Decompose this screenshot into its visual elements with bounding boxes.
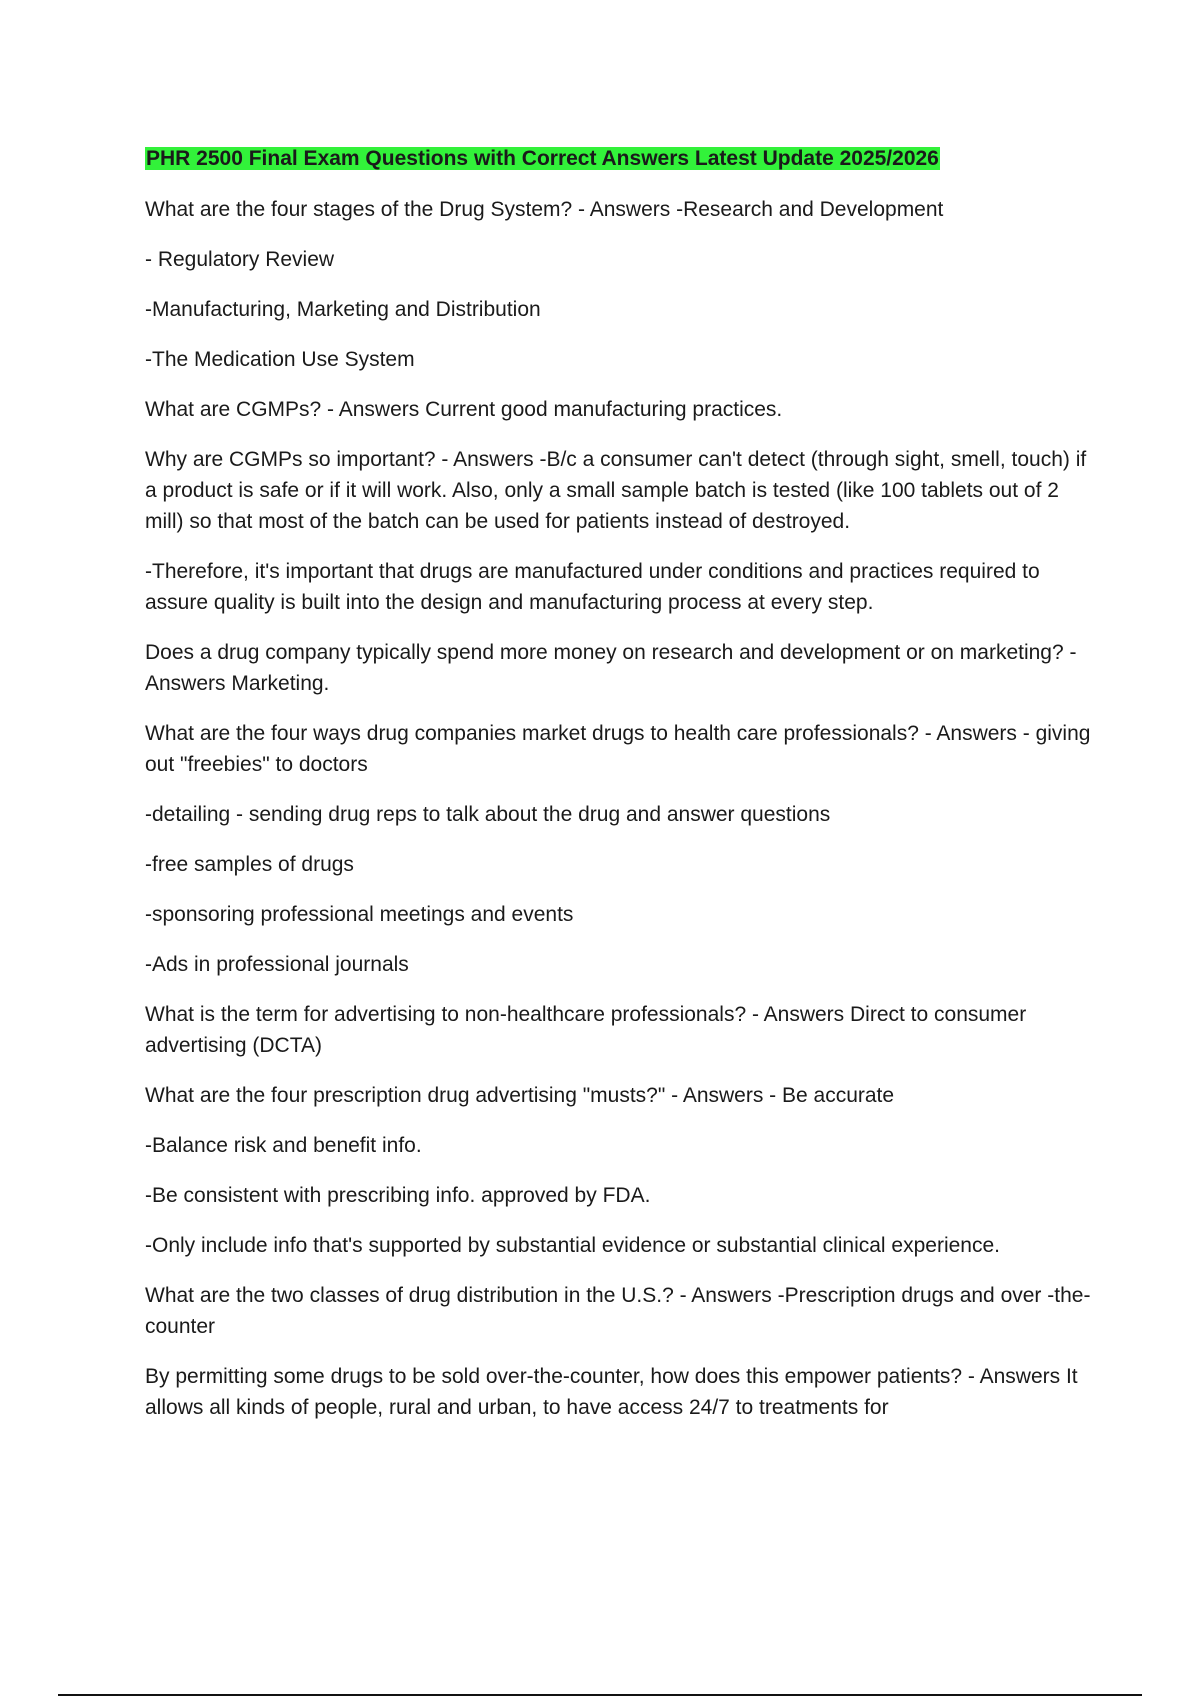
paragraph-5: What are CGMPs? - Answers Current good manufacturing practices. [145,398,783,421]
paragraph-9: What are the four ways drug companies market drugs to health care professionals? - Answers - giving out "freebies" to doctors [145,722,1091,776]
document-title-text: PHR 2500 Final Exam Questions with Correct Answers Latest Update 2025/2026 [146,147,939,170]
paragraph-16: -Balance risk and benefit info. [145,1134,422,1157]
paragraph-13: -Ads in professional journals [145,953,409,976]
paragraph-12: -sponsoring professional meetings and events [145,903,574,926]
document-title [145,143,1095,175]
paragraph-4: -The Medication Use System [145,348,415,371]
paragraph-2: - Regulatory Review [145,248,335,271]
paragraph-11: -free samples of drugs [145,853,354,876]
paragraph-15: What are the four prescription drug advertising "musts?" - Answers - Be accurate [145,1084,895,1107]
paragraph-20: By permitting some drugs to be sold over-the-counter, how does this empower patients? - Answers It allows all kinds of people, rural and urban, to have access 24/7 to treatments for [145,1365,1078,1419]
footer-divider [58,1694,1142,1696]
paragraph-3: -Manufacturing, Marketing and Distribution [145,298,541,321]
paragraph-1: What are the four stages of the Drug System? - Answers -Research and Development [145,198,944,221]
paragraph-18: -Only include info that's supported by substantial evidence or substantial clinical experience. [145,1234,1000,1257]
paragraph-8: Does a drug company typically spend more money on research and development or on marketing? - Answers Marketing. [145,641,1077,695]
paragraph-7: -Therefore, it's important that drugs are manufactured under conditions and practices required to assure quality is built into the design and manufacturing process at every step. [145,560,1040,614]
paragraph-17: -Be consistent with prescribing info. approved by FDA. [145,1184,651,1207]
paragraph-10: -detailing - sending drug reps to talk about the drug and answer questions [145,803,831,826]
paragraph-14: What is the term for advertising to non-healthcare professionals? - Answers Direct to consumer advertising (DCTA) [145,1003,1027,1057]
document-body [145,143,1095,1442]
paragraph-19: What are the two classes of drug distribution in the U.S.? - Answers -Prescription drugs and over -the-counter [145,1284,1091,1338]
paragraph-6: Why are CGMPs so important? - Answers -B/c a consumer can't detect (through sight, smell, touch) if a product is safe or if it will work. Also, only a small sample batch is tested (like 100 tablets out of 2 mill) so that most of the batch can be used for patients instead of destroyed. [145,448,1087,533]
